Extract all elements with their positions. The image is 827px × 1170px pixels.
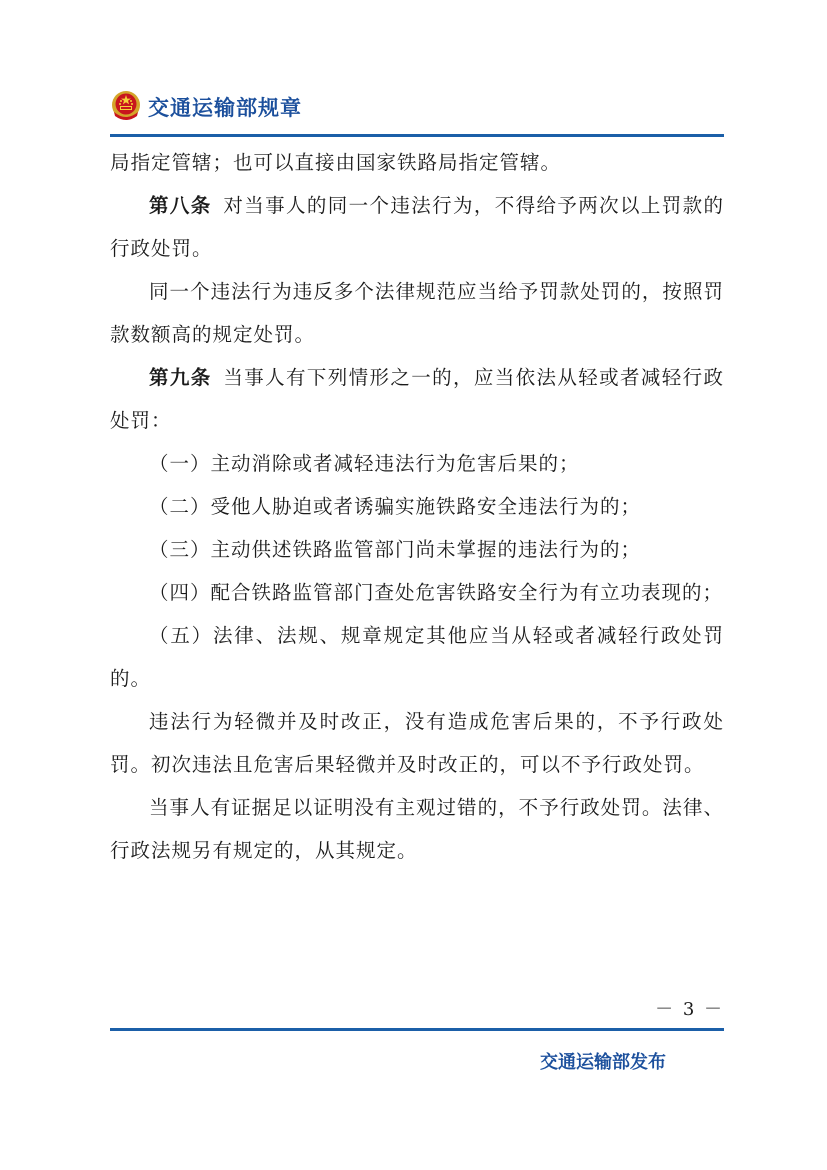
national-emblem-icon [110, 90, 142, 122]
list-item: （五）法律、法规、规章规定其他应当从轻或者减轻行政处罚的。 [110, 624, 724, 690]
list-item: （一）主动消除或者减轻违法行为危害后果的； [149, 452, 580, 475]
list-item: （三）主动供述铁路监管部门尚未掌握的违法行为的； [149, 538, 642, 561]
paragraph-minor-violation: 违法行为轻微并及时改正，没有造成危害后果的，不予行政处罚。初次违法且危害后果轻微并及时改正的，可以不予行政处罚。 [110, 710, 724, 776]
article-8 [110, 184, 724, 270]
header-divider [110, 134, 724, 137]
list-item: （四）配合铁路监管部门查处危害铁路安全行为有立功表现的； [149, 581, 724, 604]
header-title: 交通运输部规章 [148, 96, 302, 120]
paragraph-continuation: 局指定管辖；也可以直接由国家铁路局指定管辖。 [110, 151, 562, 174]
page-header [110, 84, 724, 134]
article-9-text: 当事人有下列情形之一的，应当依法从轻或者减轻行政处罚： [110, 366, 724, 432]
list-item: （二）受他人胁迫或者诱骗实施铁路安全违法行为的； [149, 495, 642, 518]
footer-publisher: 交通运输部发布 [540, 1052, 666, 1073]
article-8-text: 对当事人的同一个违法行为，不得给予两次以上罚款的行政处罚。 [110, 194, 724, 260]
page-number: － 3 － [655, 999, 724, 1020]
document-body [110, 141, 724, 872]
article-8-title: 第八条 [149, 194, 212, 217]
article-9-title: 第九条 [149, 366, 212, 389]
article-9 [110, 356, 724, 442]
footer-divider [110, 1028, 724, 1031]
paragraph-evidence: 当事人有证据足以证明没有主观过错的，不予行政处罚。法律、行政法规另有规定的，从其规定。 [110, 796, 724, 862]
paragraph-multiple-laws: 同一个违法行为违反多个法律规范应当给予罚款处罚的，按照罚款数额高的规定处罚。 [110, 280, 724, 346]
